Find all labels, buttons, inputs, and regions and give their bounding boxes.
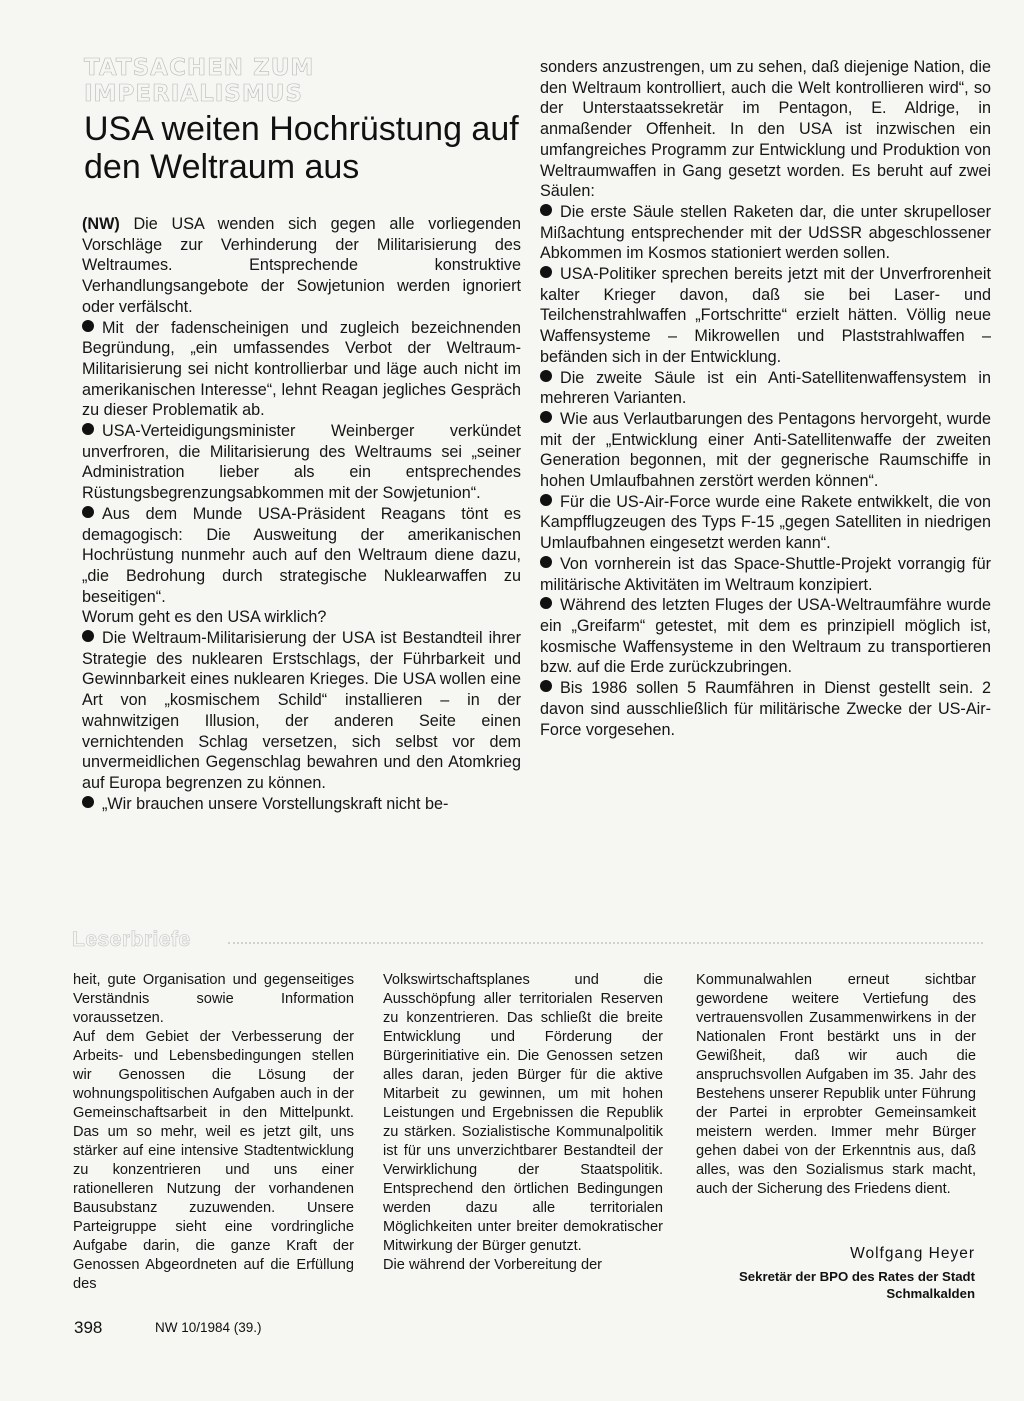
paragraph-text: Von vornherein ist das Space-Shuttle-Projekt vorrangig für militärische Aktivitäten im Weltraum konzipiert. (540, 554, 991, 594)
article-paragraph (82, 504, 521, 608)
paragraph-text: Aus dem Munde USA-Präsident Reagans tönt es demagogisch: Die Ausweitung der amerikanischen Hochrüstung nunmehr auch auf den Weltraum diene dazu, „die Bedrohung durch strategische Nuklearwaffen zu beseitigen“. (82, 504, 521, 606)
article-paragraph (540, 492, 991, 554)
bullet-icon (540, 494, 552, 506)
letter-paragraph: Auf dem Gebiet der Verbesserung der Arbeits- und Lebensbedingungen stellen wir Genossen die Lösung der wohnungspolitischen Aufgaben auch in der Gemeinschaftsarbeit in den Mittelpunkt. Das um so mehr, weil es jetzt gilt, uns stärker auf eine intensive Stadtentwicklung zu konzentrieren und uns einer rationelleren Nutzung der vorhandenen Bausubstanz zuzuwenden. Unsere Parteigruppe sieht eine vordringliche Aufgabe darin, die ganze Kraft der Genossen Abgeordneten auf die Erfüllung des (73, 1029, 354, 1292)
paragraph-text: Bis 1986 sollen 5 Raumfähren in Dienst gestellt sein. 2 davon sind ausschließlich für militärische Zwecke der US-Air-Force vorgesehen. (540, 679, 991, 739)
letter-column-2 (383, 971, 663, 1275)
bullet-icon (540, 680, 552, 692)
article-paragraph (540, 202, 991, 264)
letter-paragraph: Kommunalwahlen erneut sichtbar gewordene weitere Vertiefung des vertrauensvollen Zusammenwirkens in der Nationalen Front bestärkt uns in der Gewißheit, daß wir auch die anspruchsvollen Aufgaben im 35. Jahr des Bestehens unserer Republik unter Führung der Partei in erprobter Gemeinsamkeit meistern werden. Immer mehr Bürger gehen dabei von der Erkenntnis aus, daß alles, was den Sozialismus stark macht, auch der Sicherung des Friedens dient. (696, 972, 976, 1197)
letter-paragraph: Die während der Vorbereitung der (383, 1257, 603, 1273)
article-paragraph (540, 57, 991, 202)
letter-column-3 (696, 971, 976, 1199)
paragraph-text: Wie aus Verlautbarungen des Pentagons hervorgeht, wurde mit der „Entwicklung einer Anti-Satellitenwaffe der zweiten Generation begonnen, mit der gegnerische Raumschiffe in hohen Umlaufbahnen zerstört werden können“. (540, 409, 991, 491)
paragraph-text: Die zweite Säule ist ein Anti-Satellitenwaffensystem in mehreren Varianten. (540, 368, 991, 408)
article-paragraph (82, 794, 521, 815)
paragraph-text: USA-Verteidigungsminister Weinberger verkündet unverfroren, die Militarisierung des Weltraums sei „seiner Administration lieber als ein entsprechendes Rüstungsbegrenzungsabkommen mit der Sowjetunion“. (82, 422, 521, 503)
signature-role-line: Schmalkalden (886, 1286, 975, 1301)
paragraph-text: Die erste Säule stellen Raketen dar, die unter skrupelloser Mißachtung entsprechender mit der UdSSR abgeschlossener Abkommen im Kosmos stationiert werden sollen. (540, 202, 991, 263)
letter-signature: Wolfgang Heyer (850, 1245, 975, 1262)
letter-signature-role (700, 1268, 975, 1302)
letters-rule (228, 942, 983, 944)
headline: USA weiten Hochrüstung auf den Weltraum aus (84, 110, 519, 186)
letter-paragraph: heit, gute Organisation und gegenseitiges Verständnis sowie Information voraussetzen. (73, 972, 354, 1026)
bullet-icon (82, 796, 94, 808)
bullet-icon (540, 597, 552, 609)
letters-section-label: Leserbriefe (72, 928, 191, 951)
paragraph-text: „Wir brauchen unsere Vorstellungskraft nicht be- (102, 794, 449, 813)
paragraph-text: Die Weltraum-Militarisierung der USA ist Bestandteil ihrer Strategie des nuklearen Erstschlags, der Führbarkeit und Gewinnbarkeit eines nuklearen Krieges. Die USA wollen eine Art von „kosmischem Schild“ installieren – in der wahnwitzigen Illusion, der anderen Seite einen vernichtenden Schlag versetzen, sich selbst vor dem unvermeidlichen Gegenschlag bewahren und den Atomkrieg auf Europa begrenzen zu können. (82, 629, 521, 792)
article-paragraph (82, 628, 521, 794)
bullet-icon (540, 266, 552, 278)
paragraph-text: Die USA wenden sich gegen alle vorliegenden Vorschläge zur Verhinderung der Militarisierung des Weltraumes. Entsprechende konstruktive Verhandlungsangebote der Sowjetunion werden ignoriert oder verfälscht. (82, 215, 521, 316)
article-column-left (82, 214, 521, 814)
paragraph-text: Mit der fadenscheinigen und zugleich bezeichnenden Begründung, „ein umfassendes Verbot der Weltraum-Militarisierung sei nicht kontrollierbar und läge auch nicht im amerikanischen Interesse“, lehnt Reagan jegliches Gespräch zu dieser Problematik ab. (82, 318, 521, 420)
article-paragraph (540, 409, 991, 492)
bullet-icon (82, 630, 94, 642)
bullet-icon (82, 320, 94, 332)
article-paragraph (82, 421, 521, 504)
letter-paragraph: Volkswirtschaftsplanes und die Ausschöpfung aller territorialen Reserven zu konzentrieren. Das schließt die breite Entwicklung und Förderung der Bürgerinitiative ein. Die Genossen setzen alles daran, jeden Bürger für die aktive Mitarbeit zu gewinnen, um mit hohen Leistungen und Ergebnissen die Republik zu stärken. Sozialistische Kommunalpolitik ist für uns unverzichtbarer Bestandteil der Verwirklichung der Staatspolitik. Entsprechend den örtlichen Bedingungen werden dazu alle territorialen Möglichkeiten unter breiter demokratischer Mitwirkung der Bürger genutzt. (383, 972, 663, 1254)
bullet-icon (82, 506, 94, 518)
paragraph-text: Worum geht es den USA wirklich? (82, 608, 327, 627)
article-paragraph (82, 607, 521, 628)
paragraph-text: Für die US-Air-Force wurde eine Rakete entwikkelt, die von Kampfflugzeugen des Typs F-15 „gegen Satelliten in niedrigen Umlaufbahnen eingesetzt werden kann“. (540, 492, 991, 553)
section-kicker: TATSACHEN ZUM IMPERIALISMUS (84, 55, 315, 107)
bullet-icon (540, 411, 552, 423)
article-paragraph (540, 595, 991, 678)
bullet-icon (540, 556, 552, 568)
paragraph-text: USA-Politiker sprechen bereits jetzt mit der Unverfrorenheit kalter Krieger davon, daß sie bei Laser- und Teilchenstrahlwaffen „Fortschritte“ erzielt hätten. Völlig neue Waffensysteme – Mikrowellen und Plaststrahlwaffen – befänden sich in der Entwicklung. (540, 265, 991, 366)
article-paragraph (82, 318, 521, 422)
bullet-icon (82, 423, 94, 435)
signature-role-line: Sekretär der BPO des Rates der Stadt (738, 1269, 975, 1284)
bullet-icon (540, 204, 552, 216)
article-column-right (540, 57, 991, 740)
article-paragraph (540, 678, 991, 740)
article-paragraph (82, 214, 521, 318)
paragraph-text: Während des letzten Fluges der USA-Weltraumfähre wurde ein „Greifarm“ getestet, mit dem es prinzipiell möglich ist, kosmische Waffensysteme in den Weltraum zu transportieren bzw. auf die Erde zurückzubringen. (540, 596, 991, 677)
bullet-icon (540, 370, 552, 382)
issue-reference: NW 10/1984 (39.) (155, 1320, 262, 1335)
article-paragraph (540, 368, 991, 409)
page-number: 398 (74, 1318, 103, 1337)
letter-column-1 (73, 971, 354, 1294)
article-paragraph (540, 554, 991, 595)
article-source-tag: (NW) (82, 215, 120, 233)
paragraph-text: sonders anzustrengen, um zu sehen, daß diejenige Nation, die den Weltraum kontrolliert, auch die Welt kontrollieren wird“, so der Unterstaatssekretär im Pentagon, E. Aldrige, in anmaßender Offenheit. In den USA ist inzwischen ein umfangreiches Programm zur Entwicklung und Produktion von Weltraumwaffen in Gang gesetzt worden. Es beruht auf zwei Säulen: (540, 58, 991, 201)
article-paragraph (540, 264, 991, 368)
